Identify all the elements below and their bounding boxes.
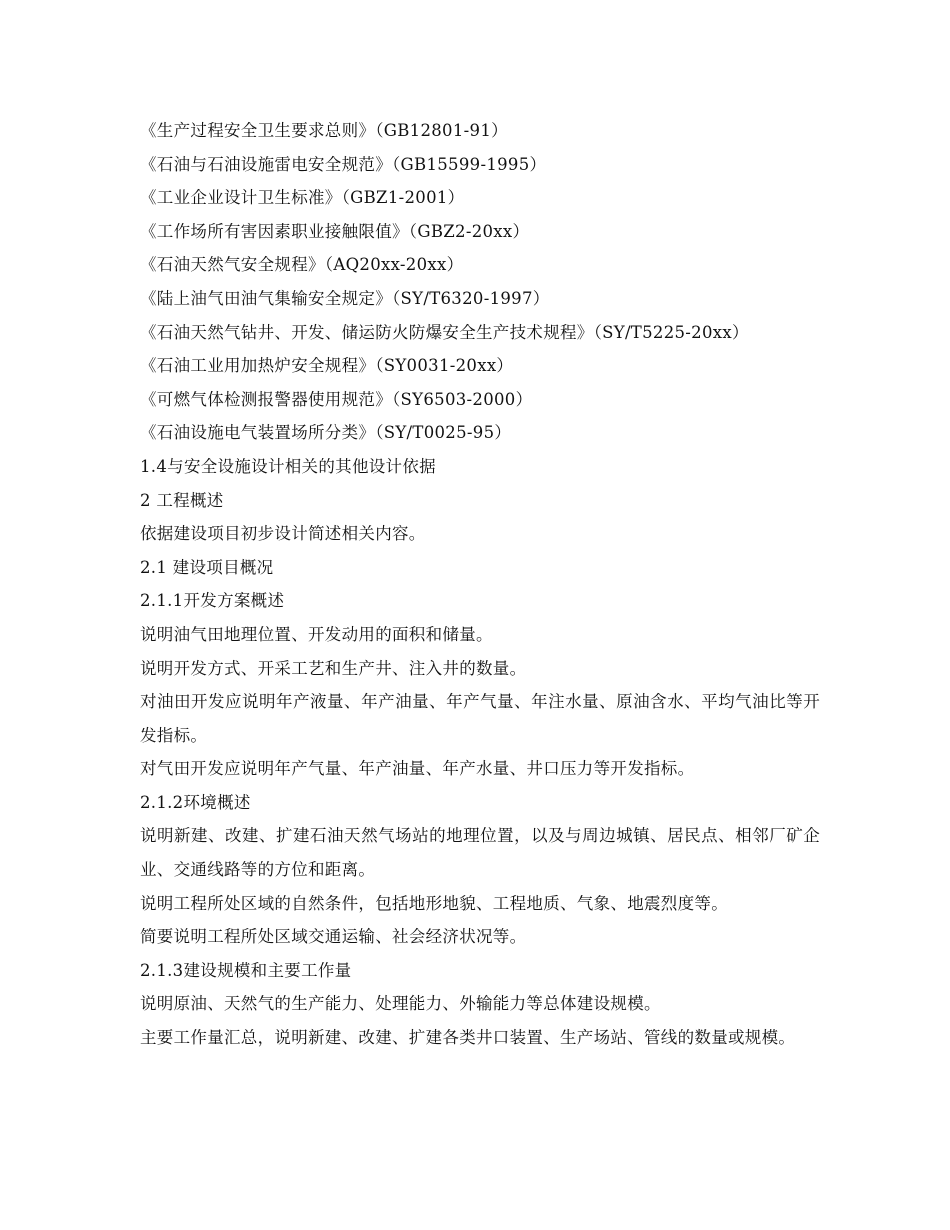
section-heading-2: 2 工程概述 bbox=[140, 490, 224, 510]
paragraph: 对油田开发应说明年产液量、年产油量、年产气量、年注水量、原油含水、平均气油比等开发指标。 bbox=[140, 692, 820, 745]
paragraph: 主要工作量汇总，说明新建、改建、扩建各类井口装置、生产场站、管线的数量或规模。 bbox=[140, 1028, 796, 1048]
section-heading-2-1: 2.1 建设项目概况 bbox=[140, 557, 274, 577]
reference-item: 《石油与石油设施雷电安全规范》（GB15599-1995） bbox=[140, 154, 547, 174]
reference-item: 《工业企业设计卫生标准》（GBZ1-2001） bbox=[140, 188, 465, 208]
section-heading-2-1-2: 2.1.2环境概述 bbox=[140, 792, 251, 812]
section-heading-2-1-1: 2.1.1开发方案概述 bbox=[140, 591, 285, 611]
paragraph: 说明工程所处区域的自然条件，包括地形地貌、工程地质、气象、地震烈度等。 bbox=[140, 893, 728, 913]
reference-item: 《石油工业用加热炉安全规程》（SY0031-20xx） bbox=[140, 356, 514, 376]
reference-item: 《石油设施电气装置场所分类》（SY/T0025-95） bbox=[140, 423, 512, 443]
paragraph: 说明油气田地理位置、开发动用的面积和储量。 bbox=[140, 624, 493, 644]
reference-item: 《石油天然气钻井、开发、储运防火防爆安全生产技术规程》（SY/T5225-20xx） bbox=[140, 322, 749, 342]
paragraph: 对气田开发应说明年产气量、年产油量、年产水量、井口压力等开发指标。 bbox=[140, 759, 695, 779]
reference-item: 《生产过程安全卫生要求总则》（GB12801-91） bbox=[140, 121, 508, 140]
reference-item: 《工作场所有害因素职业接触限值》（GBZ2-20xx） bbox=[140, 221, 530, 241]
paragraph: 说明开发方式、开采工艺和生产井、注入井的数量。 bbox=[140, 658, 527, 678]
reference-item: 《石油天然气安全规程》（AQ20xx-20xx） bbox=[140, 255, 464, 275]
section-2-intro: 依据建设项目初步设计简述相关内容。 bbox=[140, 524, 426, 544]
paragraph: 简要说明工程所处区域交通运输、社会经济状况等。 bbox=[140, 927, 527, 947]
section-heading-1-4: 1.4与安全设施设计相关的其他设计依据 bbox=[140, 456, 436, 476]
reference-item: 《陆上油气田油气集输安全规定》（SY/T6320-1997） bbox=[140, 288, 550, 308]
paragraph: 说明新建、改建、扩建石油天然气场站的地理位置，以及与周边城镇、居民点、相邻厂矿企业、交通线路等的方位和距离。 bbox=[140, 826, 820, 880]
paragraph: 说明原油、天然气的生产能力、处理能力、外输能力等总体建设规模。 bbox=[140, 994, 661, 1014]
section-heading-2-1-3: 2.1.3建设规模和主要工作量 bbox=[140, 960, 352, 980]
document-body bbox=[140, 114, 820, 1055]
reference-item: 《可燃气体检测报警器使用规范》（SY6503-2000） bbox=[140, 389, 533, 409]
